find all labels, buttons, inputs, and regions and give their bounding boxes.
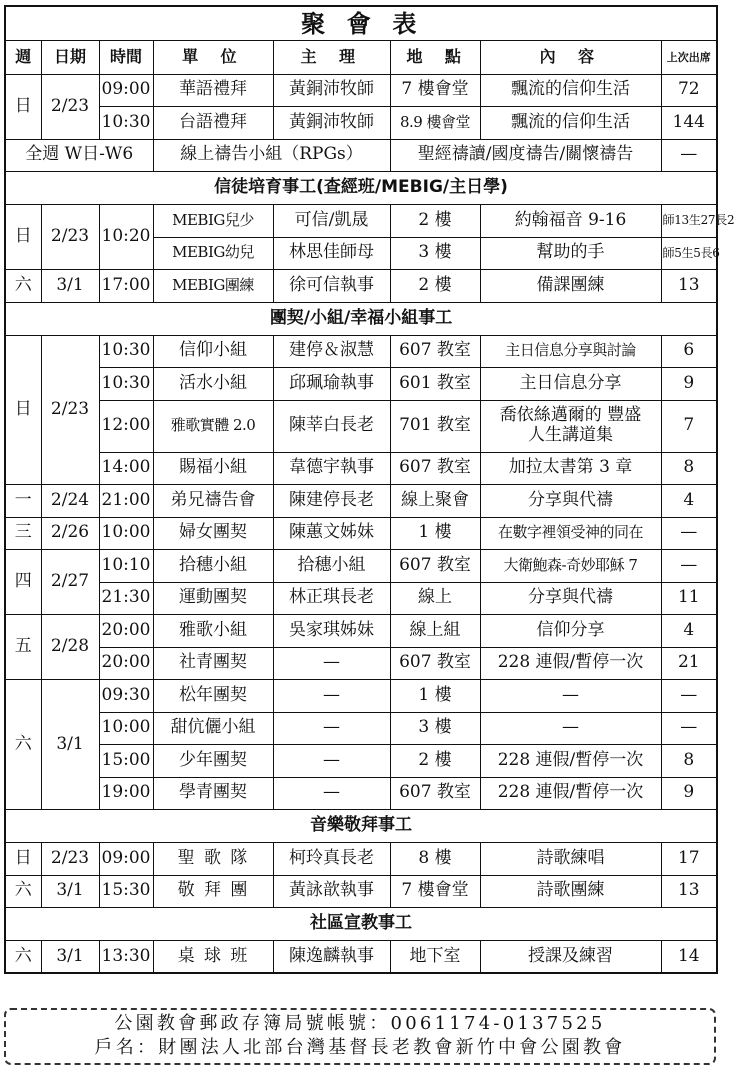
attendance-cell: 17 [661,843,717,876]
section-header-education [5,172,717,205]
weekday-cell: 三 [5,517,41,550]
unit-cell: 婦女團契 [153,517,273,550]
attendance-cell: — [661,712,717,745]
title-row [5,6,717,40]
table-row [5,745,717,778]
meeting-schedule-table [4,5,734,974]
content-cell: 喬依絲邁爾的 豐盛人生講道集 [480,400,661,452]
host-cell: 邱珮瑜執事 [273,368,390,401]
header-week: 週 [5,40,41,74]
time-cell: 21:30 [99,582,153,615]
donation-account-footer [4,1008,716,1065]
unit-cell: 華語禮拜 [153,74,273,107]
attendance-cell: — [661,139,717,172]
table-row [5,582,717,615]
unit-cell: 社青團契 [153,647,273,680]
host-cell: 建停＆淑慧 [273,335,390,368]
weekday-cell: 五 [5,615,41,680]
table-row [5,875,717,908]
host-cell: 黃詠歆執事 [273,875,390,908]
host-cell: 林正琪長老 [273,582,390,615]
attendance-cell: 師5生5長6 [661,237,717,270]
time-cell: 09:00 [99,74,153,107]
host-cell: 陳逸麟執事 [273,941,390,974]
time-cell: 12:00 [99,400,153,452]
time-cell: 15:30 [99,875,153,908]
page-title: 聚會表 [5,6,717,40]
time-cell: 10:30 [99,107,153,140]
table-row [5,777,717,810]
weekday-cell: 日 [5,74,41,139]
attendance-cell: — [661,550,717,583]
header-place: 地點 [390,40,480,74]
unit-cell: 賜福小組 [153,452,273,485]
attendance-cell: 13 [661,875,717,908]
time-cell: 10:30 [99,335,153,368]
host-cell: 吳家琪姊妹 [273,615,390,648]
place-cell: 線上組 [390,615,480,648]
place-cell: 3 樓 [390,237,480,270]
place-cell: 地下室 [390,941,480,974]
date-cell: 2/23 [41,205,99,270]
section-header-music [5,810,717,843]
place-cell: 線上聚會 [390,485,480,518]
attendance-cell: 4 [661,485,717,518]
place-cell: 1 樓 [390,680,480,713]
time-cell: 21:00 [99,485,153,518]
place-cell: 607 教室 [390,550,480,583]
attendance-cell: 11 [661,582,717,615]
place-cell: 601 教室 [390,368,480,401]
weekly-span-cell: 全週 W日-W6 [5,139,153,172]
place-cell: 8 樓 [390,843,480,876]
place-cell: 2 樓 [390,270,480,303]
time-cell: 19:00 [99,777,153,810]
host-cell: 陳建停長老 [273,485,390,518]
content-cell: 分享與代禱 [480,582,661,615]
attendance-cell: — [661,517,717,550]
weekday-cell: 四 [5,550,41,615]
unit-cell: 松年團契 [153,680,273,713]
attendance-cell: 14 [661,941,717,974]
date-cell: 2/26 [41,517,99,550]
time-cell: 17:00 [99,270,153,303]
unit-cell: 拾穗小組 [153,550,273,583]
unit-cell: MEBIG團練 [153,270,273,303]
content-cell: 聖經禱讀/國度禱告/關懷禱告 [390,139,661,172]
host-cell: 黃銅沛牧師 [273,74,390,107]
attendance-cell: — [661,680,717,713]
table-row [5,517,717,550]
unit-cell: 桌球班 [153,941,273,974]
place-cell: 607 教室 [390,647,480,680]
table-row [5,335,717,368]
table-row [5,550,717,583]
table-row [5,452,717,485]
host-cell: — [273,647,390,680]
host-cell: 徐可信執事 [273,270,390,303]
time-cell: 13:30 [99,941,153,974]
date-cell: 2/27 [41,550,99,615]
date-cell: 2/23 [41,843,99,876]
account-holder-line: 戶名：財團法人北部台灣基督長老教會新竹中會公園教會 [94,1037,626,1058]
content-cell: 信仰分享 [480,615,661,648]
time-cell: 09:30 [99,680,153,713]
content-cell: 授課及練習 [480,941,661,974]
host-cell: — [273,745,390,778]
date-cell: 2/23 [41,335,99,485]
table-row [5,647,717,680]
date-cell: 3/1 [41,875,99,908]
host-cell: — [273,777,390,810]
date-cell: 2/24 [41,485,99,518]
table-row [5,680,717,713]
weekday-cell: 六 [5,680,41,810]
attendance-cell: 9 [661,777,717,810]
weekday-cell: 六 [5,875,41,908]
unit-cell: MEBIG兒少 [153,205,273,238]
table-row [5,107,717,140]
time-cell: 10:00 [99,517,153,550]
attendance-cell: 21 [661,647,717,680]
table-row [5,368,717,401]
header-row [5,40,717,74]
content-cell: 加拉太書第 3 章 [480,452,661,485]
unit-cell: 信仰小組 [153,335,273,368]
content-cell: 228 連假/暫停一次 [480,745,661,778]
date-cell: 2/28 [41,615,99,680]
content-cell: 約翰福音 9-16 [480,205,661,238]
place-cell: 7 樓會堂 [390,875,480,908]
host-cell: 拾穗小組 [273,550,390,583]
postal-account-line: 公園教會郵政存簿局號帳號：0061174-0137525 [114,1013,606,1034]
content-cell: 飄流的信仰生活 [480,74,661,107]
weekday-cell: 六 [5,941,41,974]
unit-cell: 弟兄禱告會 [153,485,273,518]
time-cell: 15:00 [99,745,153,778]
place-cell: 1 樓 [390,517,480,550]
place-cell: 2 樓 [390,745,480,778]
weekday-cell: 日 [5,843,41,876]
attendance-cell: 6 [661,335,717,368]
section-header-community [5,908,717,941]
unit-cell: 敬拜團 [153,875,273,908]
attendance-cell: 9 [661,368,717,401]
attendance-cell: 8 [661,452,717,485]
table-row [5,712,717,745]
time-cell: 10:00 [99,712,153,745]
host-cell: 林思佳師母 [273,237,390,270]
attendance-cell: 13 [661,270,717,303]
unit-cell: 雅歌小組 [153,615,273,648]
host-cell: — [273,680,390,713]
content-cell: 詩歌練唱 [480,843,661,876]
content-cell: 大衛鮑森-奇妙耶穌 7 [480,550,661,583]
host-cell: 陳蕙文姊妹 [273,517,390,550]
date-cell: 2/23 [41,74,99,139]
attendance-cell: 師13生27長2 [661,205,717,238]
section-title: 信徒培育事工(查經班/MEBIG/主日學) [5,172,717,205]
date-cell: 3/1 [41,941,99,974]
date-cell: 3/1 [41,270,99,303]
weekday-cell: 日 [5,205,41,270]
place-cell: 607 教室 [390,452,480,485]
attendance-cell: 72 [661,74,717,107]
section-title: 團契/小組/幸福小組事工 [5,302,717,335]
table-row [5,843,717,876]
host-cell: 可信/凱晟 [273,205,390,238]
content-cell: 在數字裡領受神的同在 [480,517,661,550]
table-row [5,485,717,518]
table-row [5,941,717,974]
section-title: 社區宣教事工 [5,908,717,941]
place-cell: 線上 [390,582,480,615]
unit-cell: MEBIG幼兒 [153,237,273,270]
attendance-cell: 8 [661,745,717,778]
content-cell: 主日信息分享與討論 [480,335,661,368]
host-cell: 韋德宇執事 [273,452,390,485]
time-cell: 14:00 [99,452,153,485]
header-attendance: 上次出席 [661,40,717,74]
weekday-cell: 日 [5,335,41,485]
section-title: 音樂敬拜事工 [5,810,717,843]
attendance-cell: 4 [661,615,717,648]
weekday-cell: 一 [5,485,41,518]
table-row [5,74,717,107]
place-cell: 7 樓會堂 [390,74,480,107]
section-header-groups [5,302,717,335]
unit-cell: 學青團契 [153,777,273,810]
place-cell: 701 教室 [390,400,480,452]
host-cell: — [273,712,390,745]
table-row [5,270,717,303]
place-cell: 607 教室 [390,777,480,810]
attendance-cell: 7 [661,400,717,452]
content-cell: — [480,712,661,745]
host-cell: 黃銅沛牧師 [273,107,390,140]
unit-cell: 活水小組 [153,368,273,401]
unit-cell: 雅歌實體 2.0 [153,400,273,452]
table-row [5,205,717,238]
time-cell: 20:00 [99,647,153,680]
unit-cell: 甜伉儷小組 [153,712,273,745]
header-host: 主理 [273,40,390,74]
content-cell: 幫助的手 [480,237,661,270]
content-cell: 主日信息分享 [480,368,661,401]
content-cell: — [480,680,661,713]
unit-cell: 運動團契 [153,582,273,615]
place-cell: 2 樓 [390,205,480,238]
header-date: 日期 [41,40,99,74]
table-row [5,400,717,452]
header-time: 時間 [99,40,153,74]
time-cell: 10:10 [99,550,153,583]
table-row [5,615,717,648]
time-cell: 10:20 [99,205,153,270]
content-cell: 分享與代禱 [480,485,661,518]
host-cell: 陳莘白長老 [273,400,390,452]
header-content: 內容 [480,40,661,74]
place-cell: 8.9 樓會堂 [390,107,480,140]
content-cell: 228 連假/暫停一次 [480,777,661,810]
unit-cell: 少年團契 [153,745,273,778]
content-cell: 詩歌團練 [480,875,661,908]
content-cell: 飄流的信仰生活 [480,107,661,140]
time-cell: 09:00 [99,843,153,876]
host-cell: 柯玲真長老 [273,843,390,876]
content-cell: 228 連假/暫停一次 [480,647,661,680]
unit-cell: 線上禱告小組（RPGs） [153,139,390,172]
weekday-cell: 六 [5,270,41,303]
place-cell: 3 樓 [390,712,480,745]
attendance-cell: 144 [661,107,717,140]
header-unit: 單位 [153,40,273,74]
date-cell: 3/1 [41,680,99,810]
time-cell: 20:00 [99,615,153,648]
time-cell: 10:30 [99,368,153,401]
table-row [5,139,717,172]
unit-cell: 台語禮拜 [153,107,273,140]
place-cell: 607 教室 [390,335,480,368]
unit-cell: 聖歌隊 [153,843,273,876]
content-cell: 備課團練 [480,270,661,303]
